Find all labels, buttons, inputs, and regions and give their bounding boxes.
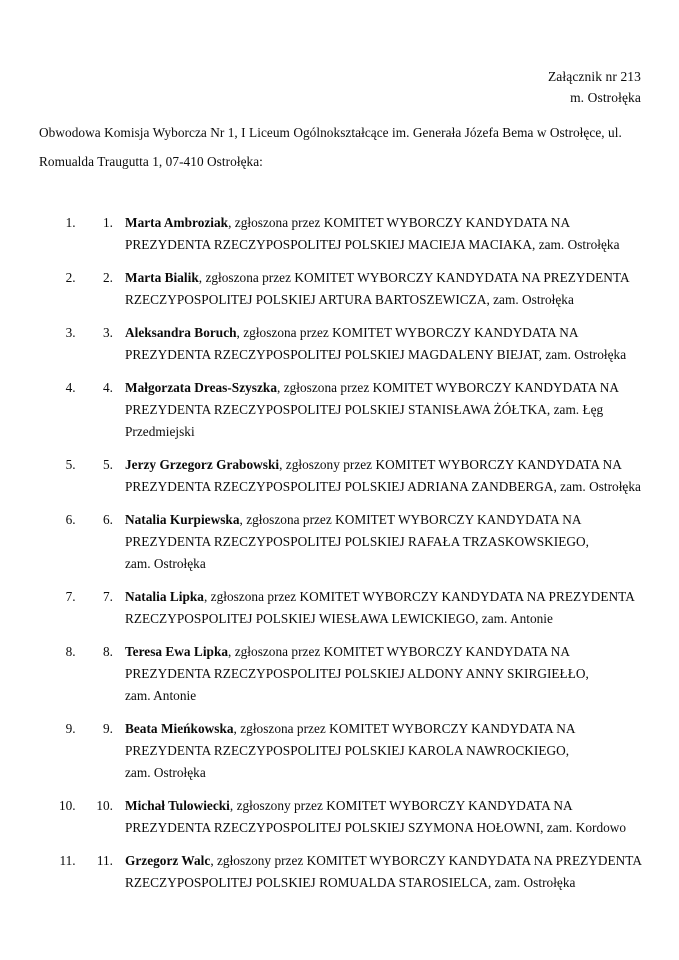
candidate-list [39,212,679,905]
candidate-entry [79,322,679,366]
candidate-number: 11. 11. [96,853,113,868]
candidate-number: 5. 5. [102,457,113,472]
candidate-text [125,509,679,575]
candidate-entry [79,795,679,839]
candidate-text [125,718,679,784]
candidate-line-2: PREZYDENTA RZECZYPOSPOLITEJ POLSKIEJ MACIEJA MACIAKA, zam. Ostrołęka [125,237,620,252]
candidate-line-2: RZECZYPOSPOLITEJ POLSKIEJ ROMUALDA STAROSIELCA, zam. Ostrołęka [125,875,576,890]
intro-line-1: Obwodowa Komisja Wyborcza Nr 1, I Liceum Ogólnokształcące im. Generała Józefa Bema w Ostrołęce, ul. [39,125,622,140]
candidate-committee-line-1: , zgłoszona przez KOMITET WYBORCZY KANDYDATA NA [233,721,576,736]
candidate-entry [79,454,679,498]
candidate-number: 1. 1. [102,215,113,230]
candidate-line-1 [125,718,679,740]
candidate-committee-line-1: , zgłoszona przez KOMITET WYBORCZY KANDYDATA NA [277,380,619,395]
candidate-number: 7. 7. [102,589,113,604]
candidate-entry [79,586,679,630]
candidate-entry [79,641,679,707]
candidate-name: Michał Tulowiecki [125,798,230,813]
candidate-text [125,850,679,894]
candidate-text [125,377,679,443]
candidate-committee-line-1: , zgłoszony przez KOMITET WYBORCZY KANDYDATA NA PREZYDENTA [210,853,642,868]
candidate-name: Natalia Lipka [125,589,204,604]
candidate-line-1 [125,377,679,399]
candidate-entry [79,212,679,256]
candidate-line-2: PREZYDENTA RZECZYPOSPOLITEJ POLSKIEJ ALDONY ANNY SKIRGIEŁŁO, [125,666,589,681]
candidate-text [125,322,679,366]
candidate-text [125,795,679,839]
candidate-line-1 [125,850,679,872]
municipality-name: m. Ostrołęka [570,90,641,105]
candidate-text [125,212,679,256]
document-header [548,66,641,108]
candidate-committee-line-1: , zgłoszony przez KOMITET WYBORCZY KANDYDATA NA [279,457,622,472]
candidate-number: 4. 4. [102,380,113,395]
candidate-line-1 [125,795,679,817]
candidate-line-1 [125,509,679,531]
candidate-line-2: RZECZYPOSPOLITEJ POLSKIEJ WIESŁAWA LEWICKIEGO, zam. Antonie [125,611,553,626]
candidate-text [125,267,679,311]
candidate-entry [79,850,679,894]
candidate-line-1 [125,641,679,663]
candidate-line-2: PREZYDENTA RZECZYPOSPOLITEJ POLSKIEJ RAFAŁA TRZASKOWSKIEGO, [125,534,589,549]
candidate-line-2: PREZYDENTA RZECZYPOSPOLITEJ POLSKIEJ SZYMONA HOŁOWNI, zam. Kordowo [125,820,627,835]
candidate-name: Marta Ambroziak [125,215,229,230]
candidate-line-1 [125,212,679,234]
candidate-line-2: PREZYDENTA RZECZYPOSPOLITEJ POLSKIEJ MAGDALENY BIEJAT, zam. Ostrołęka [125,347,627,362]
candidate-line-3: zam. Ostrołęka [125,556,206,571]
candidate-line-1 [125,454,679,476]
candidate-committee-line-1: , zgłoszona przez KOMITET WYBORCZY KANDYDATA NA [236,325,579,340]
candidate-name: Aleksandra Boruch [125,325,237,340]
candidate-number: 3. 3. [102,325,113,340]
candidate-text [125,586,679,630]
candidate-line-3: Przedmiejski [125,424,195,439]
candidate-number: 8. 8. [102,644,113,659]
attachment-number: Załącznik nr 213 [547,69,641,84]
candidate-name: Natalia Kurpiewska [125,512,240,527]
candidate-line-1 [125,586,679,608]
candidate-number: 2. 2. [102,270,113,285]
candidate-committee-line-1: , zgłoszony przez KOMITET WYBORCZY KANDYDATA NA [229,798,573,813]
candidate-line-1 [125,267,679,289]
candidate-line-3: zam. Antonie [125,688,197,703]
commission-intro-paragraph [39,118,641,176]
candidate-line-2: PREZYDENTA RZECZYPOSPOLITEJ POLSKIEJ ADRIANA ZANDBERGA, zam. Ostrołęka [125,479,641,494]
candidate-text [125,454,679,498]
candidate-number: 10. 10. [96,798,113,813]
candidate-entry [79,509,679,575]
candidate-name: Małgorzata Dreas-Szyszka [125,380,278,395]
candidate-entry [79,718,679,784]
intro-line-2: Romualda Traugutta 1, 07-410 Ostrołęka: [39,154,263,169]
candidate-line-3: zam. Ostrołęka [125,765,206,780]
candidate-number: 6. 6. [102,512,113,527]
candidate-committee-line-1: , zgłoszona przez KOMITET WYBORCZY KANDYDATA NA [228,215,571,230]
candidate-line-2: RZECZYPOSPOLITEJ POLSKIEJ ARTURA BARTOSZEWICZA, zam. Ostrołęka [125,292,574,307]
candidate-entry [79,377,679,443]
candidate-number: 9. 9. [102,721,113,736]
candidate-name: Grzegorz Walc [125,853,211,868]
candidate-name: Marta Bialik [125,270,199,285]
candidate-entry [79,267,679,311]
candidate-name: Jerzy Grzegorz Grabowski [125,457,280,472]
candidate-name: Beata Mieńkowska [125,721,234,736]
candidate-name: Teresa Ewa Lipka [125,644,229,659]
candidate-committee-line-1: , zgłoszona przez KOMITET WYBORCZY KANDYDATA NA PREZYDENTA [203,589,635,604]
candidate-committee-line-1: , zgłoszona przez KOMITET WYBORCZY KANDYDATA NA [228,644,571,659]
candidate-line-1 [125,322,679,344]
candidate-line-2: PREZYDENTA RZECZYPOSPOLITEJ POLSKIEJ KAROLA NAWROCKIEGO, [125,743,570,758]
candidate-committee-line-1: , zgłoszona przez KOMITET WYBORCZY KANDYDATA NA [239,512,582,527]
candidate-text [125,641,679,707]
candidate-committee-line-1: , zgłoszona przez KOMITET WYBORCZY KANDYDATA NA PREZYDENTA [198,270,630,285]
candidate-line-2: PREZYDENTA RZECZYPOSPOLITEJ POLSKIEJ STANISŁAWA ŻÓŁTKA, zam. Łęg [125,402,604,417]
